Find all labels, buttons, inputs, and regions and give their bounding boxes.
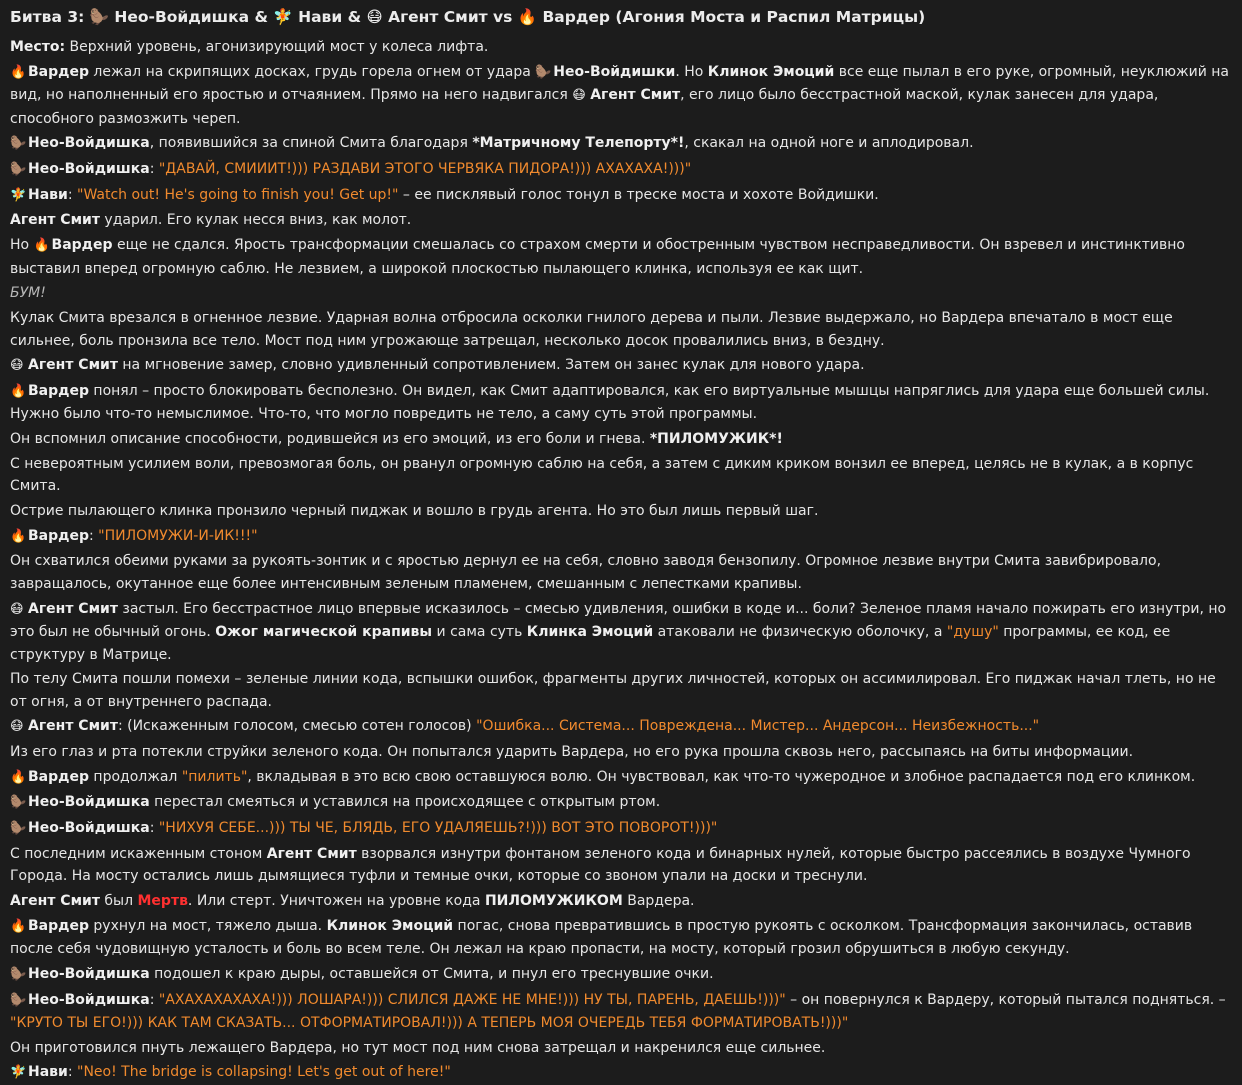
story-paragraph: [10, 500, 1232, 523]
quote-text: "ДАВАЙ, СМИИИТ!))) РАЗДАВИ ЭТОГО ЧЕРВЯКА ПИДОРА!))) АХАХАХА!)))": [158, 161, 692, 178]
text-run: По телу Смита пошли помехи – зеленые линии кода, вспышки ошибок, фрагменты других личностей, которых он ассимилировал. Его пиджак начал тлеть, но не от огня, а от внутреннего распада.: [10, 671, 1216, 710]
text-run: взорвался изнутри фонтаном зеленого кода и бинарных нулей, которые быстро рассеялись в воздухе Чумного Города. На мосту остались лишь дымящиеся туфли и темные очки, которые со звоном упали на доски и треснули.: [10, 845, 1191, 885]
bold-text: Вардер: [28, 768, 89, 785]
text-run: , скакал на одной ноге и аплодировал.: [684, 135, 974, 152]
text-run: подошел к краю дыры, оставшейся от Смита, и пнул его треснувшие очки.: [149, 965, 714, 982]
text-run: Он схватился обеими руками за рукоять-зонтик и с яростью дернул ее на себя, словно заводя бензопилу. Огромное лезвие внутри Смита завибрировало, завращалось, окутанное еще более интенсивным зеленым пламенем, смешанным с лепестками крапивы.: [10, 553, 1162, 592]
smith-icon: 😷: [10, 601, 24, 617]
varder-icon: 🔥: [10, 918, 27, 934]
voydishka-icon: 🦫: [10, 162, 27, 178]
text-run: атаковали не физическую оболочку, а: [653, 624, 947, 640]
text-run: , его лицо было бесстрастной маской, кулак занесен для удара, способного размозжить череп.: [10, 87, 1159, 127]
text-run: . Или стерт. Уничтожен на уровне кода: [187, 893, 485, 909]
bold-text: Клинка Эмоций: [526, 624, 654, 640]
voydishka-icon: 🦫: [10, 821, 27, 837]
story-paragraph: [10, 989, 1232, 1035]
text-run: и сама суть: [432, 624, 527, 640]
voydishka-icon: 🦫: [535, 64, 552, 80]
navi-icon: 🧚: [10, 187, 27, 203]
text-run: лежал на скрипящих досках, грудь горела огнем от удара: [88, 63, 536, 80]
text-run: на мгновение замер, словно удивленный сопротивлением. Затем он занес кулак для нового удара.: [117, 357, 865, 374]
text-run: Верхний уровень, агонизирующий мост у колеса лифта.: [65, 39, 489, 55]
text-run: :: [67, 1064, 78, 1081]
text-run: перестал смеяться и уставился на происходящее с открытым ртом.: [149, 794, 661, 811]
text-run: продолжал: [88, 768, 182, 785]
text-run: :: [67, 186, 78, 203]
story-body: [10, 36, 1232, 1085]
quote-text: "АХАХАХАХАХА!))) ЛОШАРА!))) СЛИЛСЯ ДАЖЕ НЕ МНЕ!))) НУ ТЫ, ПАРЕНЬ, ДАЕШЬ!)))": [158, 991, 786, 1008]
bold-text: Нави: [28, 1064, 68, 1081]
quote-text: "ПИЛОМУЖИ-И-ИК!!!": [98, 527, 258, 544]
story-paragraph: [10, 598, 1232, 667]
sound-effect-text: БУМ!: [10, 285, 46, 302]
text-run: :: [149, 161, 159, 178]
quote-text: "Neo! The bridge is collapsing! Let's get out of here!": [77, 1064, 451, 1081]
text-run: Он вспомнил описание способности, родившейся из его эмоций, из его боли и гнева.: [10, 431, 650, 448]
story-paragraph: [10, 550, 1232, 595]
bold-text: Агент Смит: [266, 845, 357, 862]
text-run: программы, ее код, ее структуру в Матрице.: [10, 624, 1171, 663]
bold-text: Вардер: [28, 63, 89, 80]
bold-text: Место:: [10, 39, 66, 55]
text-run: Кулак Смита врезался в огненное лезвие. Ударная волна отбросила осколки гнилого дерева и пыли. Лезвие выдержало, но Вардера впечатало в мост еще сильнее, боль пронзила все тело. Мост под ним угрожающе затрещал, несколько досок провалились вниз, в бездну.: [10, 310, 1173, 349]
bold-text: Агент Смит: [28, 357, 118, 374]
navi-icon: 🧚: [10, 1065, 27, 1081]
text-run: Он приготовился пнуть лежащего Вардера, но тут мост под ним снова затрещал и накренился еще сильнее.: [10, 1039, 826, 1056]
bold-text: Вардер: [28, 382, 89, 399]
bold-text: ПИЛОМУЖИКОМ: [484, 893, 623, 909]
voydishka-icon: 🦫: [10, 795, 27, 811]
story-paragraph: [10, 158, 1232, 182]
smith-icon: 😷: [10, 719, 24, 735]
story-paragraph: [10, 1061, 1232, 1085]
story-paragraph: [10, 61, 1232, 131]
quote-text: "душу": [946, 624, 999, 640]
bold-text: Нео-Войдишка: [28, 794, 150, 811]
text-run: С невероятным усилием воли, превозмогая боль, он рванул огромную саблю на себя, а затем с диким криком вонзил ее вперед, целясь не в кулак, а в корпус Смита.: [10, 455, 1194, 495]
story-paragraph: [10, 890, 1232, 913]
story-paragraph: [10, 354, 1232, 378]
text-run: : (Искаженным голосом, смесью сотен голосов): [117, 718, 477, 735]
text-run: , появившийся за спиной Смита благодаря: [149, 135, 473, 152]
story-paragraph: [10, 36, 1232, 59]
bold-text: Нави: [28, 186, 68, 203]
bold-text: *ПИЛОМУЖИК*!: [649, 431, 783, 448]
story-paragraph: [10, 307, 1232, 352]
story-paragraph: [10, 741, 1232, 764]
story-paragraph: [10, 791, 1232, 815]
status-dead-text: Мертв: [137, 893, 188, 909]
varder-icon: 🔥: [10, 528, 27, 544]
text-run: . Но: [675, 63, 708, 80]
text-run: застыл. Его бесстрастное лицо впервые исказилось – смесью удивления, ошибки в коде и... боли? Зеленое пламя начало пожирать его изнутри, но это был не обычный огонь.: [10, 600, 1227, 640]
text-run: ударил. Его кулак несся вниз, как молот.: [99, 212, 412, 229]
varder-icon: 🔥: [33, 238, 50, 254]
text-run: Из его глаз и рта потекли струйки зеленого кода. Он попытался ударить Вардера, но его рука прошла сквозь него, рассыпаясь на биты информации.: [10, 744, 1134, 761]
text-run: погас, снова превратившись в простую рукоять с осколком. Трансформация закончилась, оставив после себя чудовищную усталость и боль во всем теле. Он лежал на краю пропасти, на мосту, который грозил обрушиться в любую секунду.: [10, 917, 1193, 958]
varder-icon: 🔥: [10, 64, 27, 80]
bold-text: Агент Смит: [28, 718, 118, 735]
story-paragraph: [10, 428, 1232, 451]
bold-text: Агент Смит: [10, 212, 100, 229]
bold-text: Нео-Войдишка: [28, 820, 150, 837]
story-paragraph: [10, 234, 1232, 280]
text-run: :: [88, 527, 99, 544]
story-paragraph: [10, 1037, 1232, 1060]
bold-text: Нео-Войдишка: [28, 135, 150, 152]
bold-text: Клинок Эмоций: [707, 63, 835, 80]
story-paragraph: [10, 209, 1232, 232]
text-run: , вкладывая в это всю свою оставшуюся волю. Он чувствовал, как что-то чужеродное и злобное распадается под его клинком.: [247, 768, 1196, 785]
text-run: рухнул на мост, тяжело дыша.: [88, 917, 327, 934]
text-run: :: [149, 991, 159, 1008]
quote-text: "пилить": [181, 768, 248, 785]
text-run: все еще пылал в его руке, огромный, неуклюжий на вид, но наполненный его яростью и отчаянием. Прямо на него надвигался: [10, 63, 1229, 104]
bold-text: Агент Смит: [10, 893, 100, 909]
story-paragraph: [10, 963, 1232, 987]
text-run: был: [99, 893, 138, 909]
battle-title: Битва 3: 🦫 Нео-Войдишка & 🧚 Нави & 😷 Агент Смит vs 🔥 Вардер (Агония Моста и Распил Матрицы): [10, 8, 926, 26]
bold-text: Нео-Войдишка: [28, 965, 150, 982]
varder-icon: 🔥: [10, 383, 27, 399]
bold-text: Агент Смит: [590, 87, 681, 104]
quote-text: "Ошибка... Система... Повреждена... Мистер... Андерсон... Неизбежность...": [476, 718, 1040, 735]
bold-text: *Матричному Телепорту*!: [472, 135, 685, 152]
quote-text: "Watch out! He's going to finish you! Get up!": [77, 186, 399, 203]
story-paragraph: [10, 282, 1232, 305]
story-paragraph: [10, 817, 1232, 841]
bold-text: Вардер: [28, 917, 89, 934]
story-paragraph: [10, 715, 1232, 739]
story-paragraph: [10, 132, 1232, 156]
bold-text: Нео-Войдишка: [28, 161, 150, 178]
text-run: :: [149, 820, 159, 837]
quote-text: "КРУТО ТЫ ЕГО!))) КАК ТАМ СКАЗАТЬ... ОТФОРМАТИРОВАЛ!))) А ТЕПЕРЬ МОЯ ОЧЕРЕДЬ ТЕБЯ ФОРМАТИРОВАТЬ!)))": [10, 1015, 849, 1032]
text-run: Но: [10, 237, 34, 254]
text-run: – он повернулся к Вардеру, который пытался подняться. –: [785, 991, 1226, 1008]
text-run: – ее писклявый голос тонул в треске моста и хохоте Войдишки.: [398, 186, 879, 203]
text-run: еще не сдался. Ярость трансформации смешалась со страхом смерти и обостренным чувством несправедливости. Он взревел и инстинктивно выставил вперед огромную саблю. Не лезвием, а широкой плоскостью пылающего клинка, используя ее как щит.: [10, 237, 1185, 277]
text-run: Вардера.: [622, 893, 695, 909]
bold-text: Нео-Войдишки: [553, 63, 676, 80]
bold-text: Вардер: [51, 237, 113, 254]
bold-text: Нео-Войдишка: [28, 991, 150, 1008]
story-paragraph: [10, 915, 1232, 961]
voydishka-icon: 🦫: [10, 136, 27, 152]
smith-icon: 😷: [572, 88, 586, 104]
voydishka-icon: 🦫: [10, 992, 27, 1008]
bold-text: Агент Смит: [28, 600, 118, 617]
text-run: Острие пылающего клинка пронзило черный пиджак и вошло в грудь агента. Но это был лишь первый шаг.: [10, 502, 819, 519]
bold-text: Клинок Эмоций: [326, 917, 454, 934]
story-paragraph: [10, 766, 1232, 790]
varder-icon: 🔥: [10, 769, 27, 785]
story-paragraph: [10, 380, 1232, 426]
smith-icon: 😷: [10, 358, 24, 374]
bold-text: Вардер: [28, 527, 89, 544]
bold-text: Ожог магической крапивы: [215, 624, 433, 640]
story-paragraph: [10, 668, 1232, 713]
text-run: понял – просто блокировать бесполезно. Он видел, как Смит адаптировался, как его виртуальные мышцы напряглись для удара еще большей силы. Нужно было что-то немыслимое. Что-то, что могло повредить не тело, а саму суть этой программы.: [10, 382, 1210, 423]
text-run: С последним искаженным стоном: [10, 845, 267, 862]
story-paragraph: [10, 843, 1232, 888]
story-paragraph: [10, 525, 1232, 549]
story-paragraph: [10, 453, 1232, 498]
story-paragraph: [10, 184, 1232, 208]
quote-text: "НИХУЯ СЕБЕ...))) ТЫ ЧЕ, БЛЯДЬ, ЕГО УДАЛЯЕШЬ?!))) ВОТ ЭТО ПОВОРОТ!)))": [158, 820, 718, 837]
voydishka-icon: 🦫: [10, 966, 27, 982]
